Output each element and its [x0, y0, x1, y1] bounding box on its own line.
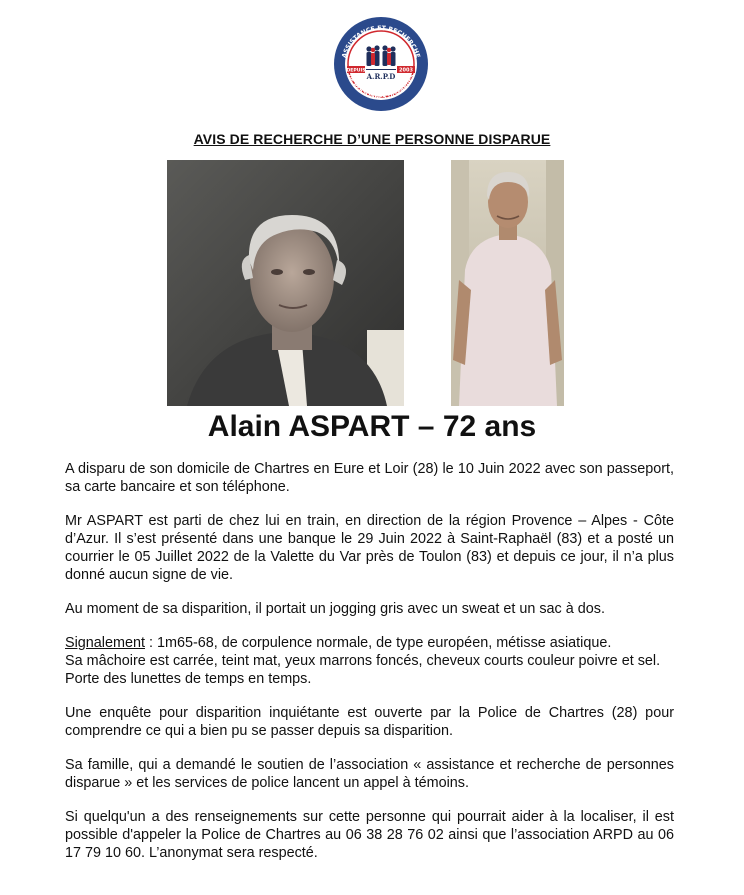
- signalement-text: : 1m65-68, de corpulence normale, de type européen, métisse asiatique.: [145, 635, 612, 651]
- svg-text:DEPUIS: DEPUIS: [346, 68, 366, 74]
- signalement-label: Signalement: [65, 635, 145, 651]
- missing-person-name: Alain ASPART – 72 ans: [207, 410, 537, 443]
- svg-text:DE PERSONNES DISPARUES: DE PERSONNES DISPARUES: [345, 73, 416, 101]
- arpd-seal-icon: [333, 16, 429, 112]
- svg-text:ASSISTANCE ET RECHERCHE: ASSISTANCE ET RECHERCHE: [340, 24, 422, 59]
- full-body-photo: [451, 160, 564, 406]
- disappearance-paragraph: A disparu de son domicile de Chartres en Eure et Loir (28) le 10 Juin 2022 avec son passeport, sa carte bancaire et son téléphone.: [65, 461, 674, 495]
- svg-text:A.R.P.D: A.R.P.D: [366, 72, 396, 81]
- svg-text:2003: 2003: [399, 67, 413, 74]
- portrait-photo: [167, 160, 404, 406]
- contact-paragraph: Si quelqu'un a des renseignements sur cette personne qui pourrait aider à la localiser, il est possible d'appeler la Police de Chartres au 06 38 28 76 02 ainsi que l’association ARPD au 06 17 79 10 60. L’anonymat sera respecté.: [65, 809, 674, 861]
- arpd-logo: [333, 16, 429, 112]
- appeal-paragraph: Sa famille, qui a demandé le soutien de l’association « assistance et recherche de personnes disparue » et les services de police lancent un appel à témoins.: [65, 757, 674, 791]
- notice-body: [65, 460, 674, 862]
- description-paragraph: [65, 634, 674, 688]
- clothing-paragraph: Au moment de sa disparition, il portait un jogging gris avec un sweat et un sac à dos.: [65, 601, 605, 617]
- signalement-line-2: Sa mâchoire est carrée, teint mat, yeux marrons foncés, cheveux courts couleur poivre et sel.: [65, 653, 661, 669]
- investigation-paragraph: Une enquête pour disparition inquiétante est ouverte par la Police de Chartres (28) pour comprendre ce qui a bien pu se passer depuis sa disparition.: [65, 705, 674, 739]
- notice-title: AVIS DE RECHERCHE D’UNE PERSONNE DISPARUE: [193, 131, 551, 147]
- travel-paragraph: Mr ASPART est parti de chez lui en train, en direction de la région Provence – Alpes - Côte d’Azur. Il s’est présenté dans une banque le 29 Juin 2022 à Saint-Raphaël (83) et a posté un courrier le 05 Juillet 2022 de la Valette du Var près de Toulon (83) et depuis ce jour, il n’a plus donné aucun signe de vie.: [65, 513, 674, 583]
- signalement-line-3: Porte des lunettes de temps en temps.: [65, 671, 312, 687]
